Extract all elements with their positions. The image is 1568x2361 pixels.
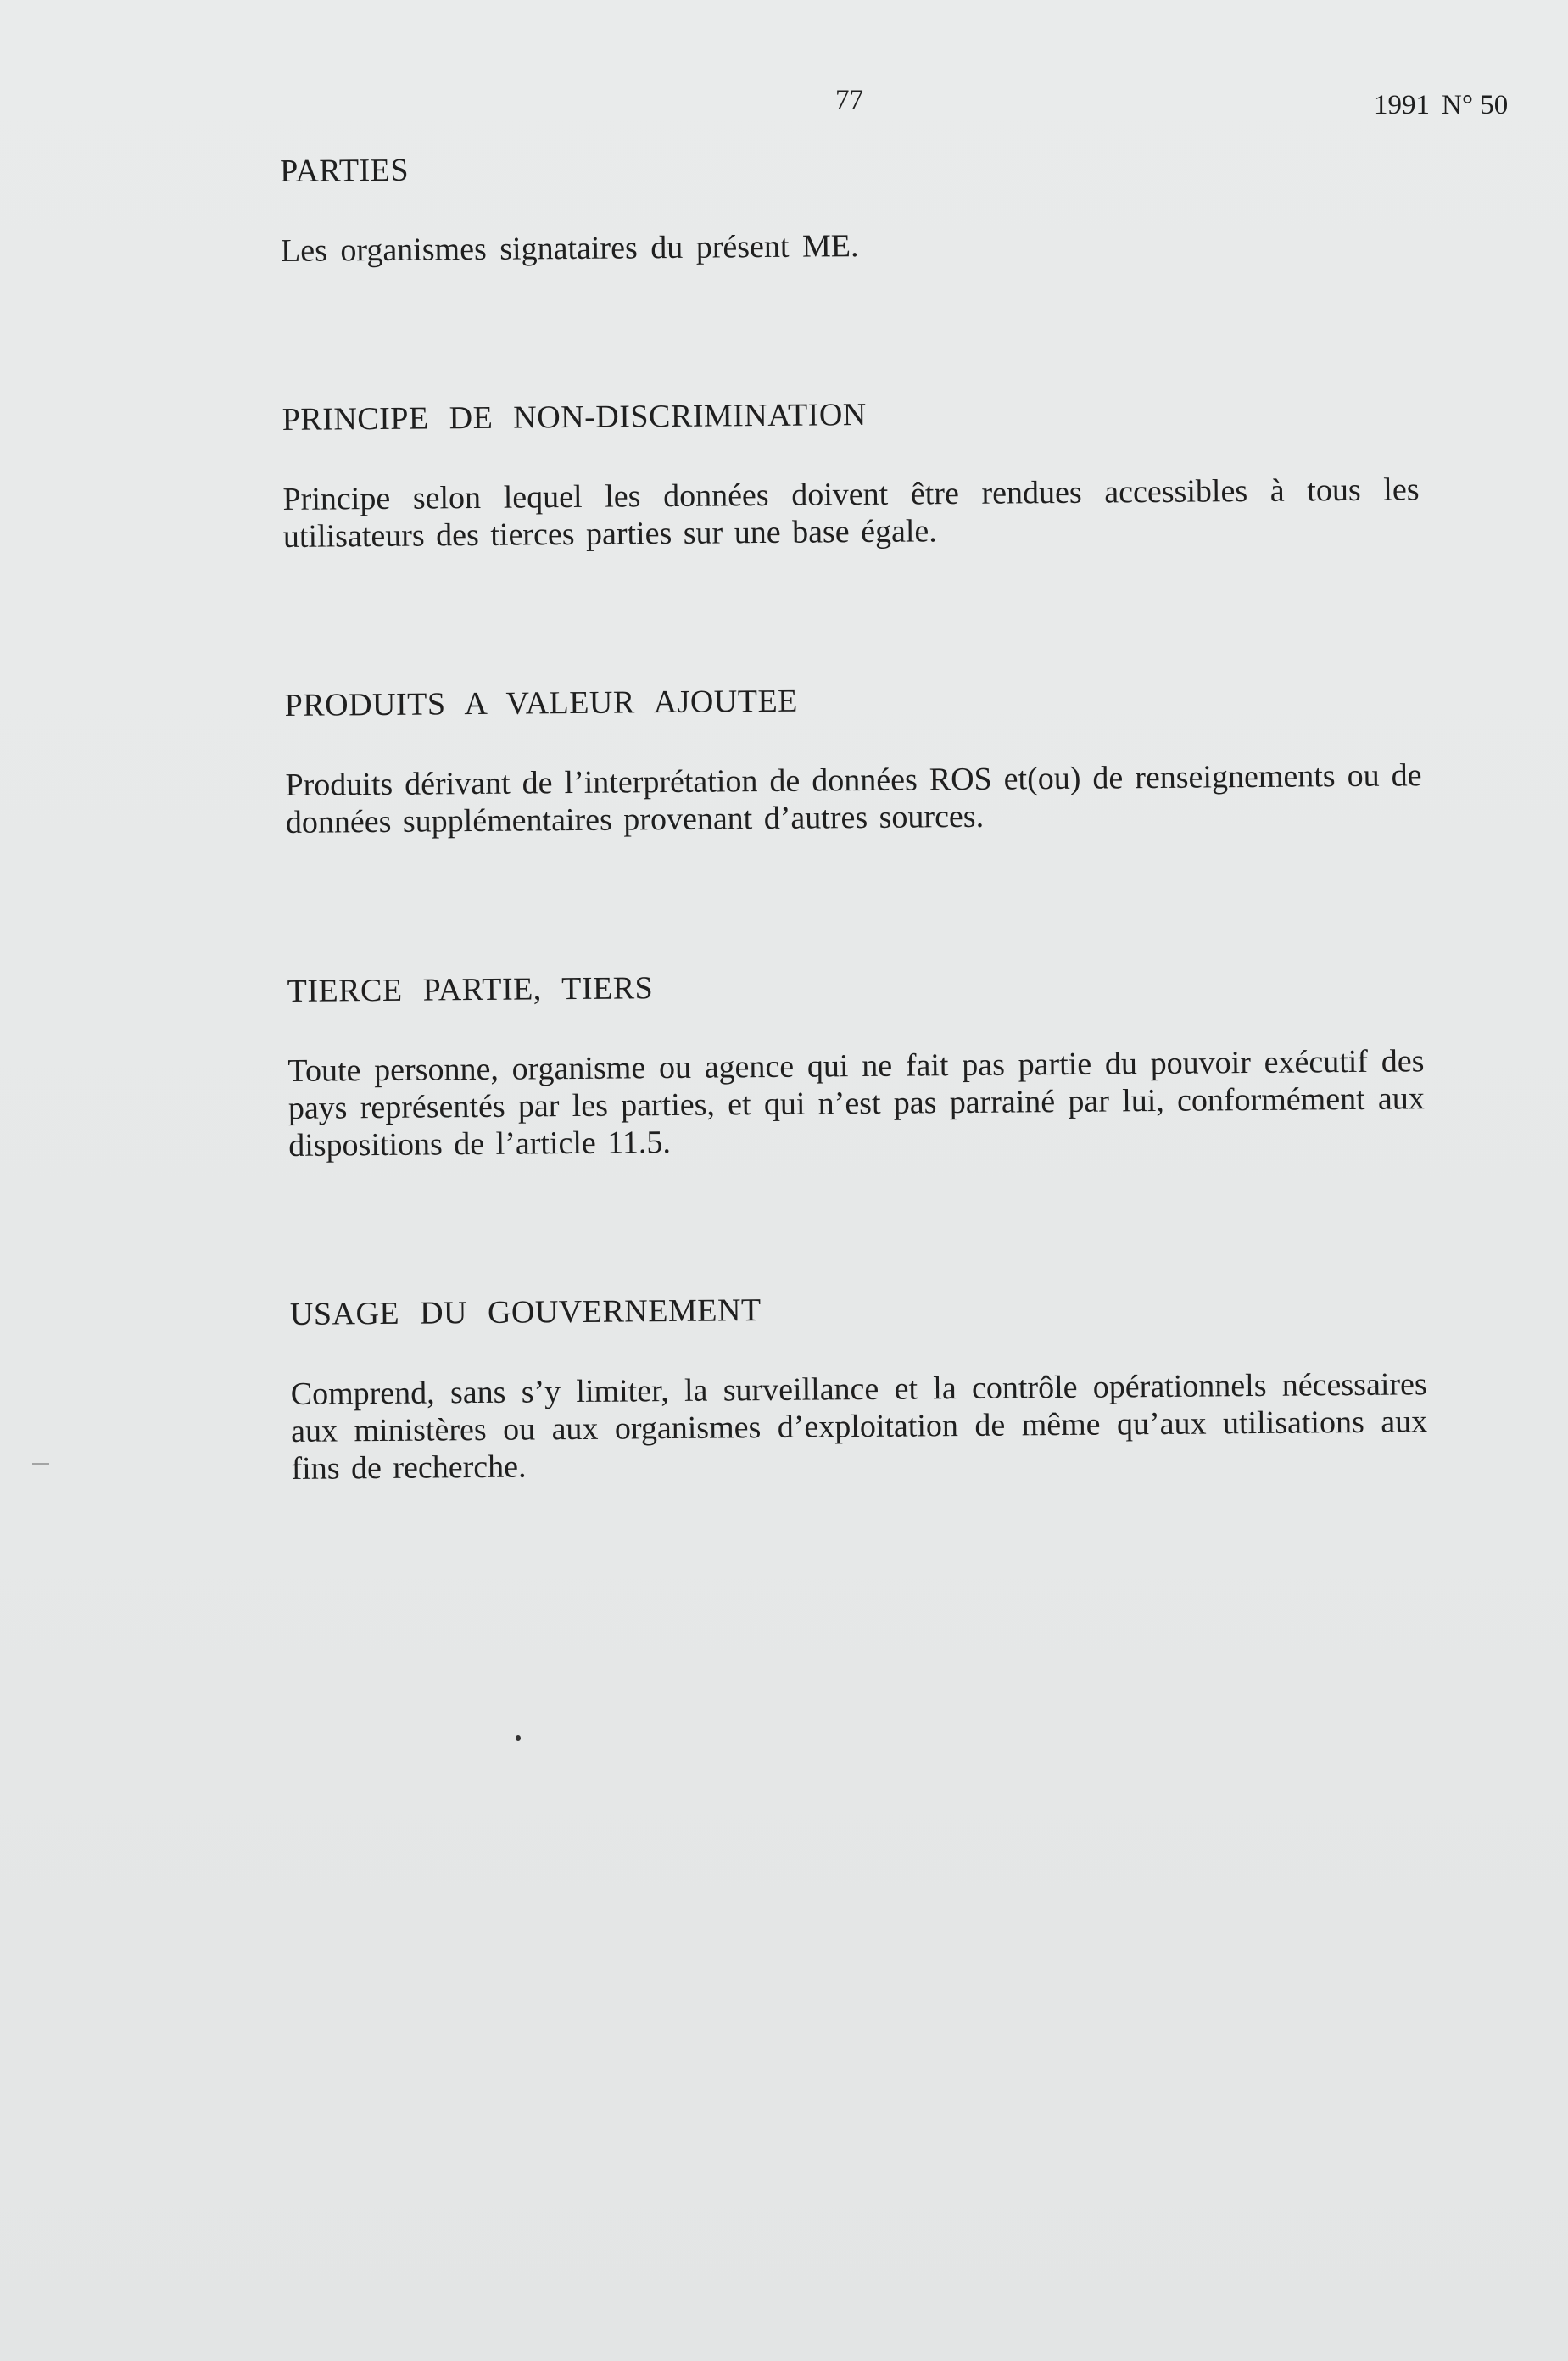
glossary-content	[280, 142, 1429, 1619]
issue-year: 1991	[1374, 90, 1430, 120]
term-definition: Produits dérivant de l’interprétation de données ROS et(ou) de renseignements ou de données supplémentaires provenant d’autres sources.	[285, 757, 1422, 840]
glossary-entry	[290, 1286, 1428, 1487]
term-heading: TIERCE PARTIE, TIERS	[287, 970, 654, 1009]
term-heading: PRINCIPE DE NON-DISCRIMINATION	[282, 396, 867, 438]
term-definition: Toute personne, organisme ou agence qui ne fait pas partie du pouvoir exécutif des pays représentés par les parties, et qui n’est pas parrainé par lui, conformément aux dispositions de l’article 11.5.	[287, 1043, 1425, 1164]
issue-number: N° 50	[1442, 90, 1509, 120]
glossary-entry	[282, 391, 1420, 555]
glossary-entry	[284, 677, 1422, 841]
term-definition: Principe selon lequel les données doivent être rendues accessibles à tous les utilisateurs des tierces parties sur une base égale.	[282, 472, 1420, 555]
term-heading: USAGE DU GOUVERNEMENT	[289, 1292, 762, 1332]
paper-speck	[516, 1735, 521, 1741]
term-definition: Comprend, sans s’y limiter, la surveillance et la contrôle opérationnels nécessaires aux ministères ou aux organismes d’exploitation de même qu’aux utilisations aux fins de recherche.	[290, 1366, 1428, 1487]
issue-label	[1374, 90, 1520, 121]
term-definition: Les organismes signataires du présent ME.	[280, 228, 859, 269]
page-number: 77	[835, 85, 863, 115]
paper-mark	[32, 1463, 49, 1465]
term-heading: PARTIES	[280, 152, 410, 189]
term-heading: PRODUITS A VALEUR AJOUTEE	[284, 683, 799, 723]
glossary-entry	[287, 963, 1425, 1164]
glossary-entry	[280, 142, 1417, 270]
